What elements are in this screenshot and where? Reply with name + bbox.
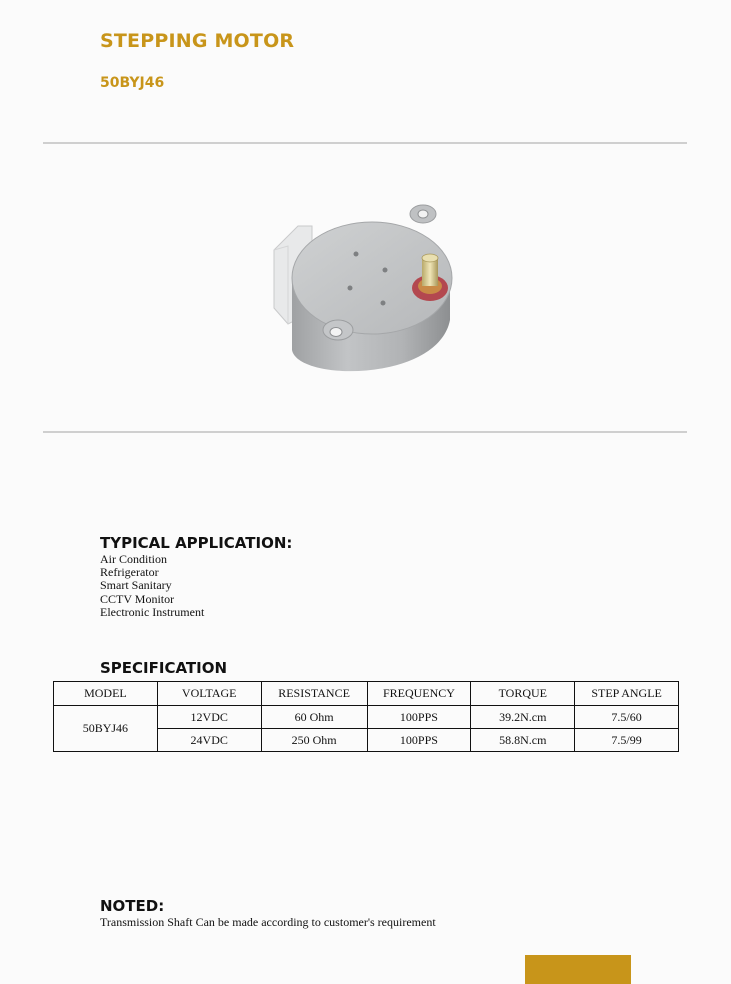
column-header: FREQUENCY — [367, 682, 471, 706]
list-item: Refrigerator — [100, 565, 159, 580]
voltage-cell: 12VDC — [157, 706, 261, 729]
list-item: Electronic Instrument — [100, 604, 205, 619]
list-item: Smart Sanitary — [100, 578, 172, 593]
column-header: STEP ANGLE — [575, 682, 679, 706]
torque-cell: 39.2N.cm — [471, 706, 575, 729]
resistance-cell: 250 Ohm — [261, 729, 367, 752]
specification-heading: SPECIFICATION — [100, 659, 228, 677]
torque-cell: 58.8N.cm — [471, 729, 575, 752]
page-title: STEPPING MOTOR — [100, 30, 295, 52]
model-subtitle: 50BYJ46 — [100, 75, 165, 91]
noted-heading: NOTED: — [100, 897, 165, 915]
application-list — [100, 553, 204, 619]
table-row — [54, 706, 679, 729]
column-header: TORQUE — [471, 682, 575, 706]
step-angle-cell: 7.5/60 — [575, 706, 679, 729]
top-divider — [43, 142, 687, 144]
list-item: Air Condition — [100, 552, 168, 566]
model-cell: 50BYJ46 — [54, 706, 158, 752]
noted-text: Transmission Shaft Can be made according to customer's requirement — [100, 915, 436, 929]
list-item: CCTV Monitor — [100, 591, 175, 606]
step-angle-cell: 7.5/99 — [575, 729, 679, 752]
middle-divider — [43, 431, 687, 433]
table-header-row — [54, 682, 679, 706]
frequency-cell: 100PPS — [367, 706, 471, 729]
specification-table — [53, 681, 679, 752]
column-header: MODEL — [54, 682, 158, 706]
frequency-cell: 100PPS — [367, 729, 471, 752]
column-header: RESISTANCE — [261, 682, 367, 706]
application-heading: TYPICAL APPLICATION: — [100, 534, 293, 552]
voltage-cell: 24VDC — [157, 729, 261, 752]
resistance-cell: 60 Ohm — [261, 706, 367, 729]
column-header: VOLTAGE — [157, 682, 261, 706]
stepper-motor-photo — [268, 200, 468, 390]
footer-accent-bar — [525, 955, 631, 984]
